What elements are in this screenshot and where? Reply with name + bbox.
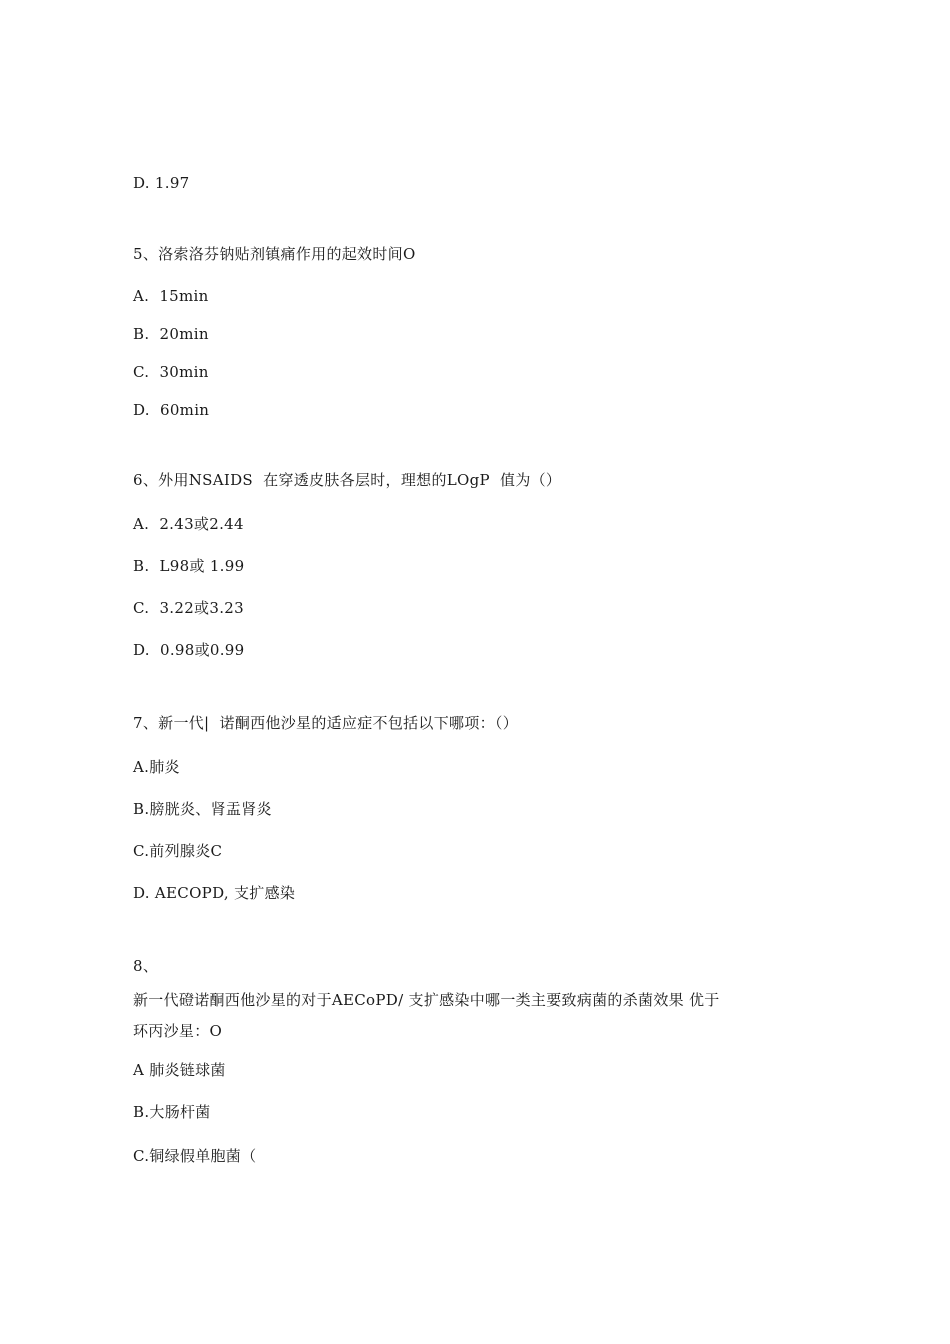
q6-option-c: C. 3.22或3.23 <box>133 599 244 617</box>
q7-option-d: D. AECOPD, 支扩感染 <box>133 884 296 902</box>
q5-option-b: B. 20min <box>133 325 209 343</box>
q8-option-a: A 肺炎链球菌 <box>133 1061 226 1079</box>
q8-option-c: C.铜绿假单胞菌（ <box>133 1147 257 1165</box>
q7-option-a: A.肺炎 <box>133 758 180 776</box>
q8-number: 8、 <box>133 957 159 975</box>
q7-option-b: B.膀胱炎、肾盂肾炎 <box>133 800 272 818</box>
q6-option-d: D. 0.98或0.99 <box>133 641 245 659</box>
q7-question: 7、新一代| 诺酮西他沙星的适应症不包括以下哪项：（） <box>133 714 519 732</box>
q5-option-d: D. 60min <box>133 401 210 419</box>
q6-option-a: A. 2.43或2.44 <box>133 515 244 533</box>
q6-question: 6、外用NSAIDS 在穿透皮肤各层时，理想的LOgP 值为（） <box>133 471 562 489</box>
q8-option-b: B.大肠杆菌 <box>133 1103 211 1121</box>
q5-option-a: A. 15min <box>133 287 209 305</box>
q5-option-c: C. 30min <box>133 363 209 381</box>
q4-option-d: D. 1.97 <box>133 174 190 192</box>
q7-option-c: C.前列腺炎C <box>133 842 223 860</box>
q5-question: 5、洛索洛芬钠贴剂镇痛作用的起效时间O <box>133 245 416 263</box>
q6-option-b: B. L98或 1.99 <box>133 557 245 575</box>
q8-question-line1: 新一代磴诺酮西他沙星的对于AECoPD/ 支扩感染中哪一类主要致病菌的杀菌效果 优于 <box>133 991 720 1009</box>
q8-question-line2: 环丙沙星：O <box>133 1022 223 1040</box>
